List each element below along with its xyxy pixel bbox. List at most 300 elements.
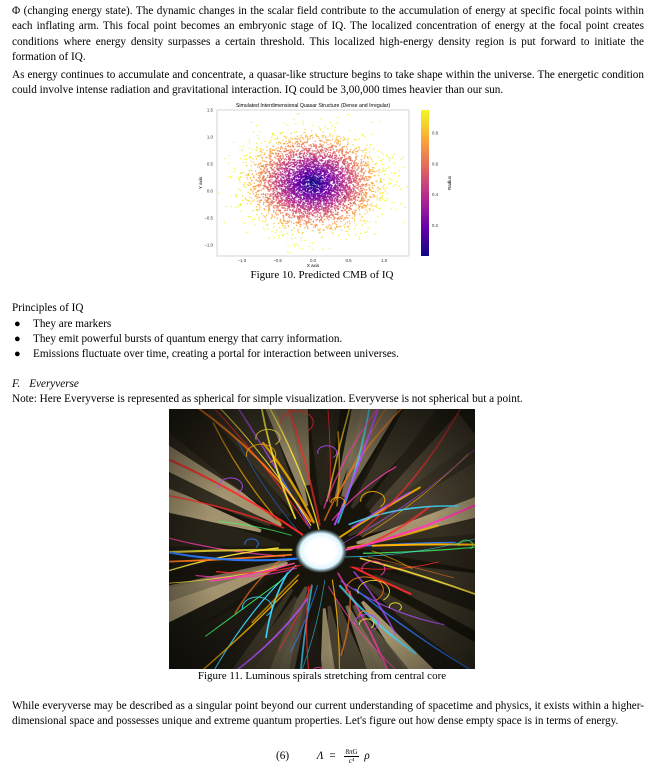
scatter-point [224,158,226,160]
scatter-point [331,172,333,174]
scatter-point [355,187,357,189]
scatter-point [310,159,312,161]
scatter-point [363,149,365,151]
scatter-point [316,135,318,137]
scatter-point [373,149,375,151]
scatter-point [345,205,347,207]
scatter-point [373,175,375,177]
scatter-point [307,161,309,163]
scatter-point [364,213,366,215]
scatter-point [327,168,329,170]
scatter-point [258,217,260,219]
scatter-point [285,141,287,143]
scatter-point [268,237,270,239]
scatter-point [246,199,248,201]
scatter-point [283,175,285,177]
scatter-point [271,214,273,216]
scatter-point [369,209,371,211]
scatter-point [297,206,299,208]
scatter-point [250,156,252,158]
scatter-point [369,156,371,158]
scatter-point [333,148,335,150]
scatter-point [372,205,374,207]
scatter-point [329,195,331,197]
scatter-point [258,177,260,179]
scatter-point [253,189,255,191]
scatter-point [309,138,311,140]
scatter-point [322,131,324,133]
scatter-point [321,152,323,154]
scatter-point [371,171,373,173]
scatter-point [253,193,255,195]
scatter-point [294,189,296,191]
scatter-point [364,194,366,196]
scatter-point [298,176,300,178]
scatter-point [360,233,362,235]
scatter-point [286,213,288,215]
scatter-point [349,215,351,217]
scatter-point [319,219,321,221]
scatter-point [300,219,302,221]
scatter-point [274,163,276,165]
scatter-point [266,215,268,217]
scatter-point [314,216,316,218]
scatter-point [337,163,339,165]
scatter-point [373,195,375,197]
scatter-point [348,209,350,211]
scatter-point [361,159,363,161]
scatter-point [399,170,401,172]
scatter-point [322,171,324,173]
scatter-point [263,194,265,196]
scatter-point [308,164,310,166]
scatter-point [258,219,260,221]
scatter-point [340,220,342,222]
scatter-point [334,208,336,210]
scatter-point [359,149,361,151]
scatter-point [375,205,377,207]
scatter-point [256,214,258,216]
scatter-point [251,149,253,151]
scatter-point [257,201,259,203]
scatter-point [354,216,356,218]
scatter-point [281,198,283,200]
scatter-point [361,207,363,209]
scatter-point [311,224,313,226]
scatter-point [270,140,272,142]
scatter-point [288,146,290,148]
scatter-point [268,165,270,167]
scatter-point [359,238,361,240]
scatter-point [297,137,299,139]
scatter-point [265,194,267,196]
scatter-point [267,186,269,188]
scatter-point [326,216,328,218]
scatter-point [365,147,367,149]
scatter-point [245,174,247,176]
scatter-point [352,193,354,195]
scatter-point [272,192,274,194]
scatter-point [319,126,321,128]
scatter-point [252,201,254,203]
scatter-point [228,162,230,164]
scatter-point [318,166,320,168]
scatter-point [341,159,343,161]
scatter-point [344,227,346,229]
scatter-point [284,207,286,209]
scatter-point [339,226,341,228]
scatter-point [319,154,321,156]
scatter-point [317,163,319,165]
scatter-point [290,140,292,142]
scatter-point [296,131,298,133]
scatter-point [337,168,339,170]
scatter-point [271,150,273,152]
scatter-point [315,174,317,176]
scatter-point [353,194,355,196]
scatter-point [283,216,285,218]
scatter-point [359,171,361,173]
scatter-point [285,173,287,175]
scatter-point [305,136,307,138]
scatter-point [313,167,315,169]
scatter-point [243,145,245,147]
scatter-point [292,163,294,165]
scatter-point [345,166,347,168]
scatter-point [289,217,291,219]
scatter-point [365,180,367,182]
scatter-point [334,221,336,223]
scatter-point [274,192,276,194]
scatter-point [300,188,302,190]
scatter-point [291,194,293,196]
scatter-point [290,152,292,154]
scatter-point [314,204,316,206]
scatter-point [347,166,349,168]
scatter-point [327,154,329,156]
scatter-point [301,215,303,217]
scatter-point [281,153,283,155]
scatter-point [264,199,266,201]
scatter-point [288,225,290,227]
scatter-point [282,185,284,187]
scatter-point [266,223,268,225]
scatter-point [303,216,305,218]
scatter-point [282,154,284,156]
scatter-point [276,198,278,200]
scatter-point [362,216,364,218]
scatter-point [341,194,343,196]
scatter-point [250,203,252,205]
scatter-point [272,169,274,171]
scatter-point [257,194,259,196]
scatter-point [349,151,351,153]
scatter-point [284,151,286,153]
scatter-point [240,210,242,212]
scatter-point [243,149,245,151]
scatter-point [281,159,283,161]
scatter-point [334,155,336,157]
scatter-point [280,212,282,214]
scatter-point [275,170,277,172]
scatter-point [390,183,392,185]
scatter-point [342,154,344,156]
scatter-point [356,170,358,172]
scatter-point [347,231,349,233]
scatter-point [325,126,327,128]
scatter-point [302,220,304,222]
scatter-point [247,192,249,194]
scatter-point [266,172,268,174]
scatter-point [286,153,288,155]
scatter-point [286,220,288,222]
scatter-point [299,226,301,228]
scatter-point [303,132,305,134]
scatter-point [353,162,355,164]
scatter-point [307,228,309,230]
scatter-point [367,211,369,213]
scatter-point [372,184,374,186]
scatter-point [278,235,280,237]
scatter-point [278,195,280,197]
scatter-point [256,198,258,200]
scatter-point [367,179,369,181]
scatter-point [323,151,325,153]
scatter-point [364,136,366,138]
scatter-point [307,154,309,156]
scatter-point [265,185,267,187]
scatter-point [292,209,294,211]
scatter-point [249,170,251,172]
scatter-point [256,147,258,149]
scatter-point [400,203,402,205]
scatter-point [313,202,315,204]
scatter-point [299,143,301,145]
scatter-point [316,216,318,218]
scatter-point [379,198,381,200]
scatter-point [322,224,324,226]
scatter-point [347,144,349,146]
scatter-point [296,160,298,162]
scatter-point [257,166,259,168]
scatter-point [376,181,378,183]
scatter-point [340,158,342,160]
scatter-point [327,218,329,220]
scatter-point [357,163,359,165]
scatter-point [377,170,379,172]
scatter-point [401,158,403,160]
scatter-point [269,152,271,154]
scatter-point [306,136,308,138]
scatter-point [293,119,295,121]
scatter-point [330,166,332,168]
scatter-point [257,190,259,192]
scatter-point [348,207,350,209]
scatter-point [313,195,315,197]
scatter-point [321,180,323,182]
scatter-point [304,220,306,222]
scatter-point [308,139,310,141]
scatter-point [389,178,391,180]
scatter-point [287,188,289,190]
scatter-point [377,190,379,192]
scatter-point [375,170,377,172]
scatter-point [293,146,295,148]
scatter-point [380,197,382,199]
scatter-point [378,175,380,177]
scatter-point [244,155,246,157]
scatter-point [330,225,332,227]
scatter-point [330,143,332,145]
scatter-point [300,135,302,137]
scatter-point [383,184,385,186]
scatter-point [337,135,339,137]
scatter-point [370,182,372,184]
scatter-point [367,203,369,205]
scatter-point [290,149,292,151]
scatter-point [314,206,316,208]
scatter-point [239,146,241,148]
scatter-point [256,194,258,196]
scatter-point [269,196,271,198]
scatter-point [344,217,346,219]
scatter-point [345,223,347,225]
scatter-point [296,146,298,148]
scatter-point [285,209,287,211]
scatter-point [354,209,356,211]
scatter-point [291,203,293,205]
scatter-point [318,137,320,139]
scatter-point [346,211,348,213]
scatter-point [273,226,275,228]
scatter-point [234,168,236,170]
scatter-point [322,205,324,207]
scatter-point [305,185,307,187]
scatter-point [294,149,296,151]
scatter-point [227,176,229,178]
scatter-point [348,199,350,201]
scatter-point [393,153,395,155]
scatter-point [338,207,340,209]
scatter-point [304,239,306,241]
scatter-point [285,190,287,192]
scatter-point [329,135,331,137]
scatter-point [375,222,377,224]
scatter-point [341,210,343,212]
scatter-point [243,172,245,174]
scatter-point [344,156,346,158]
scatter-point [273,189,275,191]
scatter-point [319,152,321,154]
scatter-point [361,177,363,179]
scatter-point [251,170,253,172]
scatter-point [251,198,253,200]
scatter-point [335,179,337,181]
scatter-point [321,146,323,148]
scatter-point [297,113,299,115]
scatter-point [283,227,285,229]
scatter-point [259,155,261,157]
scatter-point [361,149,363,151]
scatter-point [371,173,373,175]
scatter-point [344,164,346,166]
scatter-point [327,144,329,146]
scatter-point [296,138,298,140]
scatter-point [377,197,379,199]
scatter-point [310,148,312,150]
scatter-point [343,205,345,207]
scatter-point [269,205,271,207]
scatter-point [367,199,369,201]
scatter-point [322,221,324,223]
scatter-point [331,229,333,231]
scatter-point [269,177,271,179]
scatter-point [317,149,319,151]
scatter-point [283,233,285,235]
scatter-point [322,193,324,195]
scatter-point [263,215,265,217]
scatter-point [281,179,283,181]
scatter-point [307,152,309,154]
scatter-point [310,219,312,221]
scatter-point [259,200,261,202]
scatter-point [293,206,295,208]
scatter-point [345,230,347,232]
scatter-point [307,208,309,210]
scatter-point [256,179,258,181]
scatter-point [329,173,331,175]
scatter-point [296,224,298,226]
scatter-point [266,161,268,163]
scatter-point [342,162,344,164]
scatter-point [362,188,364,190]
scatter-point [277,159,279,161]
scatter-point [299,113,301,115]
scatter-point [302,185,304,187]
scatter-point [335,197,337,199]
scatter-point [299,138,301,140]
scatter-point [320,118,322,120]
scatter-point [395,184,397,186]
scatter-point [361,199,363,201]
scatter-point [325,151,327,153]
scatter-point [261,181,263,183]
scatter-point [253,162,255,164]
scatter-point [284,123,286,125]
scatter-point [255,164,257,166]
scatter-point [282,212,284,214]
scatter-point [356,158,358,160]
scatter-point [366,189,368,191]
scatter-point [254,219,256,221]
scatter-point [334,194,336,196]
scatter-point [303,177,305,179]
scatter-point [252,191,254,193]
scatter-point [357,155,359,157]
scatter-point [330,133,332,135]
scatter-point [372,161,374,163]
scatter-point [316,224,318,226]
scatter-point [259,207,261,209]
scatter-point [289,175,291,177]
scatter-point [273,223,275,225]
scatter-point [277,155,279,157]
scatter-point [346,146,348,148]
scatter-point [384,170,386,172]
scatter-point [289,204,291,206]
scatter-point [273,210,275,212]
scatter-point [334,157,336,159]
